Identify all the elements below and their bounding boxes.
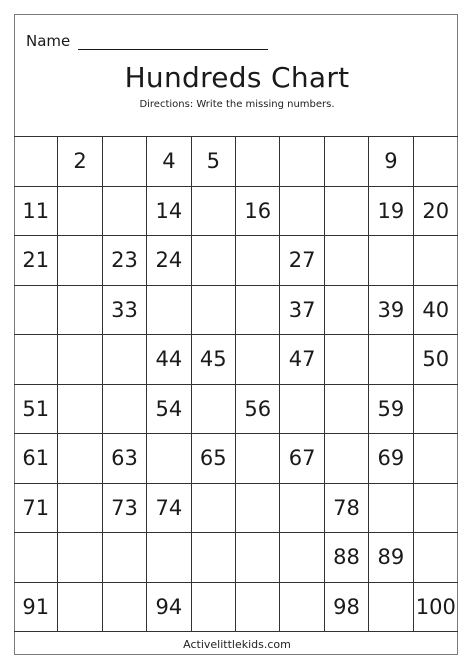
grid-cell: 51 [14, 385, 58, 435]
grid-cell[interactable] [325, 434, 369, 484]
grid-cell[interactable] [103, 583, 147, 633]
grid-cell: 56 [236, 385, 280, 435]
grid-cell[interactable] [58, 434, 102, 484]
grid-cell[interactable] [192, 484, 236, 534]
grid-cell: 40 [414, 286, 458, 336]
grid-cell[interactable] [236, 335, 280, 385]
grid-cell[interactable] [325, 137, 369, 187]
grid-cell[interactable] [236, 583, 280, 633]
grid-cell[interactable] [58, 385, 102, 435]
grid-cell[interactable] [58, 236, 102, 286]
grid-cell: 59 [369, 385, 413, 435]
grid-cell[interactable] [414, 385, 458, 435]
grid-cell[interactable] [369, 236, 413, 286]
grid-cell[interactable] [14, 335, 58, 385]
grid-cell: 33 [103, 286, 147, 336]
grid-cell: 50 [414, 335, 458, 385]
grid-cell: 54 [147, 385, 191, 435]
grid-cell: 61 [14, 434, 58, 484]
grid-cell[interactable] [280, 583, 324, 633]
grid-cell[interactable] [236, 236, 280, 286]
grid-cell[interactable] [103, 335, 147, 385]
grid-cell[interactable] [280, 187, 324, 237]
grid-cell: 24 [147, 236, 191, 286]
grid-cell[interactable] [236, 533, 280, 583]
grid-cell[interactable] [369, 484, 413, 534]
grid-cell[interactable] [14, 137, 58, 187]
page-title: Hundreds Chart [124, 61, 350, 94]
grid-cell[interactable] [280, 484, 324, 534]
grid-cell[interactable] [325, 335, 369, 385]
grid-cell[interactable] [369, 583, 413, 633]
grid-cell[interactable] [414, 484, 458, 534]
grid-cell: 19 [369, 187, 413, 237]
grid-cell[interactable] [58, 286, 102, 336]
grid-cell: 14 [147, 187, 191, 237]
grid-cell[interactable] [192, 187, 236, 237]
grid-cell: 67 [280, 434, 324, 484]
grid-cell[interactable] [147, 533, 191, 583]
grid-cell[interactable] [236, 286, 280, 336]
grid-cell: 37 [280, 286, 324, 336]
grid-cell[interactable] [414, 236, 458, 286]
footer-website: Activelittlekids.com [183, 638, 291, 651]
grid-cell: 9 [369, 137, 413, 187]
grid-cell[interactable] [192, 385, 236, 435]
grid-cell: 21 [14, 236, 58, 286]
grid-cell[interactable] [103, 385, 147, 435]
grid-cell[interactable] [58, 583, 102, 633]
grid-cell[interactable] [414, 434, 458, 484]
grid-cell[interactable] [280, 533, 324, 583]
grid-cell[interactable] [14, 286, 58, 336]
grid-cell: 91 [14, 583, 58, 633]
grid-cell[interactable] [103, 137, 147, 187]
grid-cell[interactable] [280, 137, 324, 187]
grid-cell[interactable] [58, 533, 102, 583]
grid-cell: 39 [369, 286, 413, 336]
grid-cell: 65 [192, 434, 236, 484]
grid-cell[interactable] [192, 286, 236, 336]
grid-cell[interactable] [14, 533, 58, 583]
grid-cell[interactable] [147, 434, 191, 484]
grid-cell[interactable] [192, 533, 236, 583]
grid-cell[interactable] [147, 286, 191, 336]
grid-cell[interactable] [192, 236, 236, 286]
grid-cell: 94 [147, 583, 191, 633]
grid-cell[interactable] [103, 187, 147, 237]
grid-cell[interactable] [414, 137, 458, 187]
name-field-line[interactable] [78, 35, 268, 50]
grid-cell: 47 [280, 335, 324, 385]
grid-cell: 74 [147, 484, 191, 534]
grid-cell: 73 [103, 484, 147, 534]
grid-cell[interactable] [103, 533, 147, 583]
grid-cell: 20 [414, 187, 458, 237]
grid-cell[interactable] [325, 236, 369, 286]
grid-cell[interactable] [192, 583, 236, 633]
grid-cell: 4 [147, 137, 191, 187]
grid-cell[interactable] [325, 385, 369, 435]
grid-cell: 69 [369, 434, 413, 484]
grid-cell[interactable] [236, 137, 280, 187]
directions-text: Directions: Write the missing numbers. [139, 99, 335, 110]
grid-cell: 100 [414, 583, 458, 633]
grid-cell: 71 [14, 484, 58, 534]
grid-cell[interactable] [369, 335, 413, 385]
grid-cell[interactable] [58, 484, 102, 534]
grid-cell[interactable] [236, 484, 280, 534]
grid-cell[interactable] [58, 187, 102, 237]
grid-cell: 5 [192, 137, 236, 187]
grid-cell: 16 [236, 187, 280, 237]
grid-cell: 98 [325, 583, 369, 633]
grid-cell: 78 [325, 484, 369, 534]
grid-cell: 63 [103, 434, 147, 484]
grid-cell[interactable] [236, 434, 280, 484]
grid-cell: 23 [103, 236, 147, 286]
grid-cell[interactable] [325, 286, 369, 336]
grid-cell[interactable] [58, 335, 102, 385]
grid-cell[interactable] [325, 187, 369, 237]
grid-cell: 44 [147, 335, 191, 385]
grid-cell: 2 [58, 137, 102, 187]
grid-cell: 45 [192, 335, 236, 385]
grid-cell: 11 [14, 187, 58, 237]
grid-cell[interactable] [414, 533, 458, 583]
hundreds-grid [14, 136, 458, 632]
name-row [26, 26, 268, 50]
grid-cell[interactable] [280, 385, 324, 435]
grid-cell: 27 [280, 236, 324, 286]
grid-cell: 88 [325, 533, 369, 583]
grid-cell: 89 [369, 533, 413, 583]
name-label: Name [26, 32, 71, 50]
